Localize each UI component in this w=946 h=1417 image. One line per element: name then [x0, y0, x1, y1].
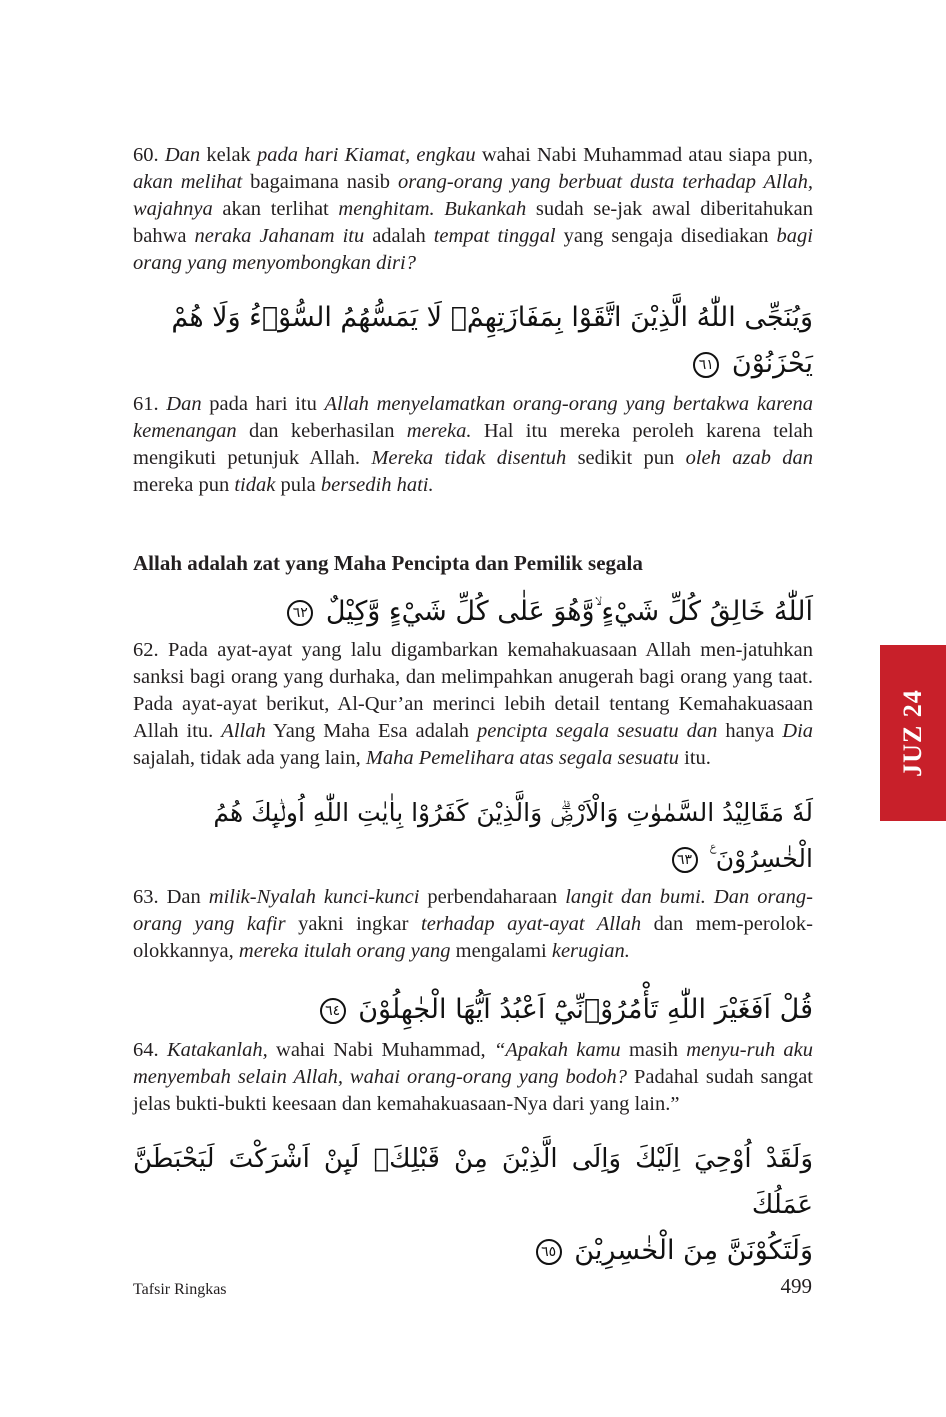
paragraph-61: 61. Dan pada hari itu Allah menyelamatkan orang-orang yang bertakwa karena kemenangan dan keberhasilan mereka. Hal itu mereka peroleh karena telah mengikuti petunjuk Allah. Mereka tidak disentuh sedikit pun oleh azab dan mereka pun tidak pula bersedih hati. [133, 393, 813, 496]
ayah-number-61: ٦١ [693, 352, 719, 378]
arabic-verse-64: قُلْ اَفَغَيْرَ اللّٰهِ تَأْمُرُوْۤنِّيْٓ اَعْبُدُ اَيُّهَا الْجٰهِلُوْنَ ٦٤ [133, 987, 813, 1033]
arabic-verse-62: اَللّٰهُ خَالِقُ كُلِّ شَيْءٍ ۙوَّهُوَ عَلٰى كُلِّ شَيْءٍ وَّكِيْلٌ ٦٢ [133, 589, 813, 635]
juz-tab-label: JUZ 24 [898, 689, 927, 777]
section-heading: Allah adalah zat yang Maha Pencipta dan Pemilik segala [133, 551, 643, 575]
arabic-verse-63: لَهٗ مَقَالِيْدُ السَّمٰوٰتِ وَالْاَرْضِۗ وَالَّذِيْنَ كَفَرُوْا بِاٰيٰتِ اللّٰهِ اُولٰۤىِٕكَ هُمُ الْخٰسِرُوْنَ ࣖ ٦٣ [213, 798, 813, 873]
footer-book-title: Tafsir Ringkas [133, 1281, 227, 1298]
juz-tab [880, 645, 946, 821]
arabic-verse-61: وَيُنَجِّى اللّٰهُ الَّذِيْنَ اتَّقَوْا بِمَفَازَتِهِمْۖ لَا يَمَسُّهُمُ السُّوْۤءُ وَلَا هُمْ يَحْزَنُوْنَ ٦١ [171, 302, 813, 379]
ayah-number-62: ٦٢ [287, 600, 313, 626]
paragraph-60: 60. Dan kelak pada hari Kiamat, engkau wahai Nabi Muhammad atau siapa pun, akan melihat bagaimana nasib orang-orang yang berbuat dusta terhadap Allah, wajahnya akan terlihat menghitam. Bukankah sudah se-jak awal diberitahukan bahwa neraka Jahanam itu adalah tempat tinggal yang sengaja disediakan bagi orang yang menyombongkan diri? [133, 144, 814, 274]
ayah-number-65: ٦٥ [536, 1239, 562, 1265]
paragraph-63: 63. Dan milik-Nyalah kunci-kunci perbendaharaan langit dan bumi. Dan orang-orang yang kafir yakni ingkar terhadap ayat-ayat Allah dan mem-perolok-olokkannya, mereka itulah orang yang mengalami kerugian. [133, 886, 814, 962]
arabic-verse-65-line1: وَلَقَدْ اُوْحِيَ اِلَيْكَ وَاِلَى الَّذِيْنَ مِنْ قَبْلِكَۚ لَىِٕنْ اَشْرَكْتَ لَيَحْبَطَنَّ عَمَلُكَ [133, 1144, 813, 1220]
page-content [133, 142, 813, 1274]
ayah-number-63: ٦٣ [672, 847, 698, 873]
paragraph-64: 64. Katakanlah, wahai Nabi Muhammad, “Apakah kamu masih menyu-ruh aku menyembah selain Allah, wahai orang-orang yang bodoh? Padahal sudah sangat jelas bukti-bukti keesaan dan kemahakuasaan-Nya dari yang lain.” [133, 1039, 813, 1115]
footer-page-number: 499 [780, 1274, 812, 1298]
arabic-verse-65-line2: وَلَتَكُوْنَنَّ مِنَ الْخٰسِرِيْنَ ٦٥ [133, 1228, 813, 1274]
paragraph-62: 62. Pada ayat-ayat yang lalu digambarkan kemahakuasaan Allah men-jatuhkan sanksi bagi orang yang durhaka, dan melimpahkan anugerah bagi orang yang taat. Pada ayat-ayat berikut, Al-Qur’an merinci lebih detail tentang Kemahakuasaan Allah itu. Allah Yang Maha Esa adalah pencipta segala sesuatu dan hanya Dia sajalah, tidak ada yang lain, Maha Pemelihara atas segala sesuatu itu. [133, 639, 814, 769]
ayah-number-64: ٦٤ [320, 998, 346, 1024]
